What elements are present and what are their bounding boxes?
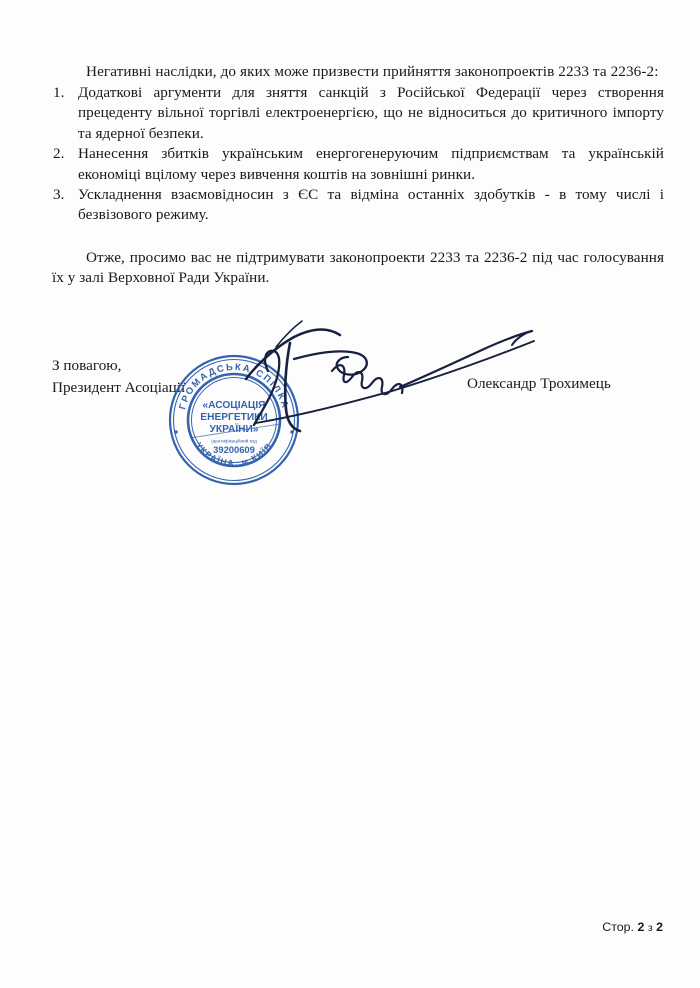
footer-current-page: 2 — [637, 920, 645, 934]
list-item: Нанесення збитків українським енергогенеруючим підприємствам та українській економіці вцілому через вивчення коштів на зовнішні ринки. — [78, 145, 664, 183]
page-title: Негативні наслідки, до яких може призвести прийняття законопроектів 2233 та 2236-2: — [86, 63, 659, 80]
seal-inner-line-1: «АСОЦІАЦІЯ — [202, 400, 266, 411]
regards-line: З повагою, — [52, 357, 122, 374]
seal-outer-top-text: ГРОМАДСЬКА СПІЛКА — [176, 360, 292, 411]
official-seal-icon — [164, 350, 304, 490]
page-footer — [602, 920, 663, 934]
footer-prefix: Стор. — [602, 920, 634, 934]
document-body — [52, 62, 664, 289]
closing-paragraph: Отже, просимо вас не підтримувати законопроекти 2233 та 2236-2 під час голосування їх у залі Верховної Ради України. — [52, 248, 664, 287]
seal-outer-bottom-text: УКРАЇНА, м.КИЇВ — [193, 440, 275, 469]
signer-position: Президент Асоціації — [52, 378, 186, 396]
footer-total-pages: 2 — [656, 920, 663, 934]
seal-inner-line-2: ЕНЕРГЕТИКИ — [200, 412, 268, 423]
seal-id-label: Ідентифікаційний код — [211, 438, 257, 444]
signature-block — [52, 355, 664, 495]
list-item: Додаткові аргументи для зняття санкцій з Російської Федерації через створення прецеденту вільної торгівлі електроенергією, що не відноситься до критичного імпорту та ядерної безпеки. — [78, 83, 664, 142]
footer-separator: з — [647, 922, 653, 934]
signer-name: Олександр Трохимець — [467, 375, 611, 392]
list-item: Ускладнення взаємовідносин з ЄС та відміна останніх здобутків - в тому числі і безвізового режиму. — [78, 185, 664, 224]
consequences-list — [52, 83, 664, 226]
seal-id-code: 39200609 — [213, 444, 255, 455]
seal-inner-line-3: УКРАЇНИ» — [209, 424, 259, 435]
